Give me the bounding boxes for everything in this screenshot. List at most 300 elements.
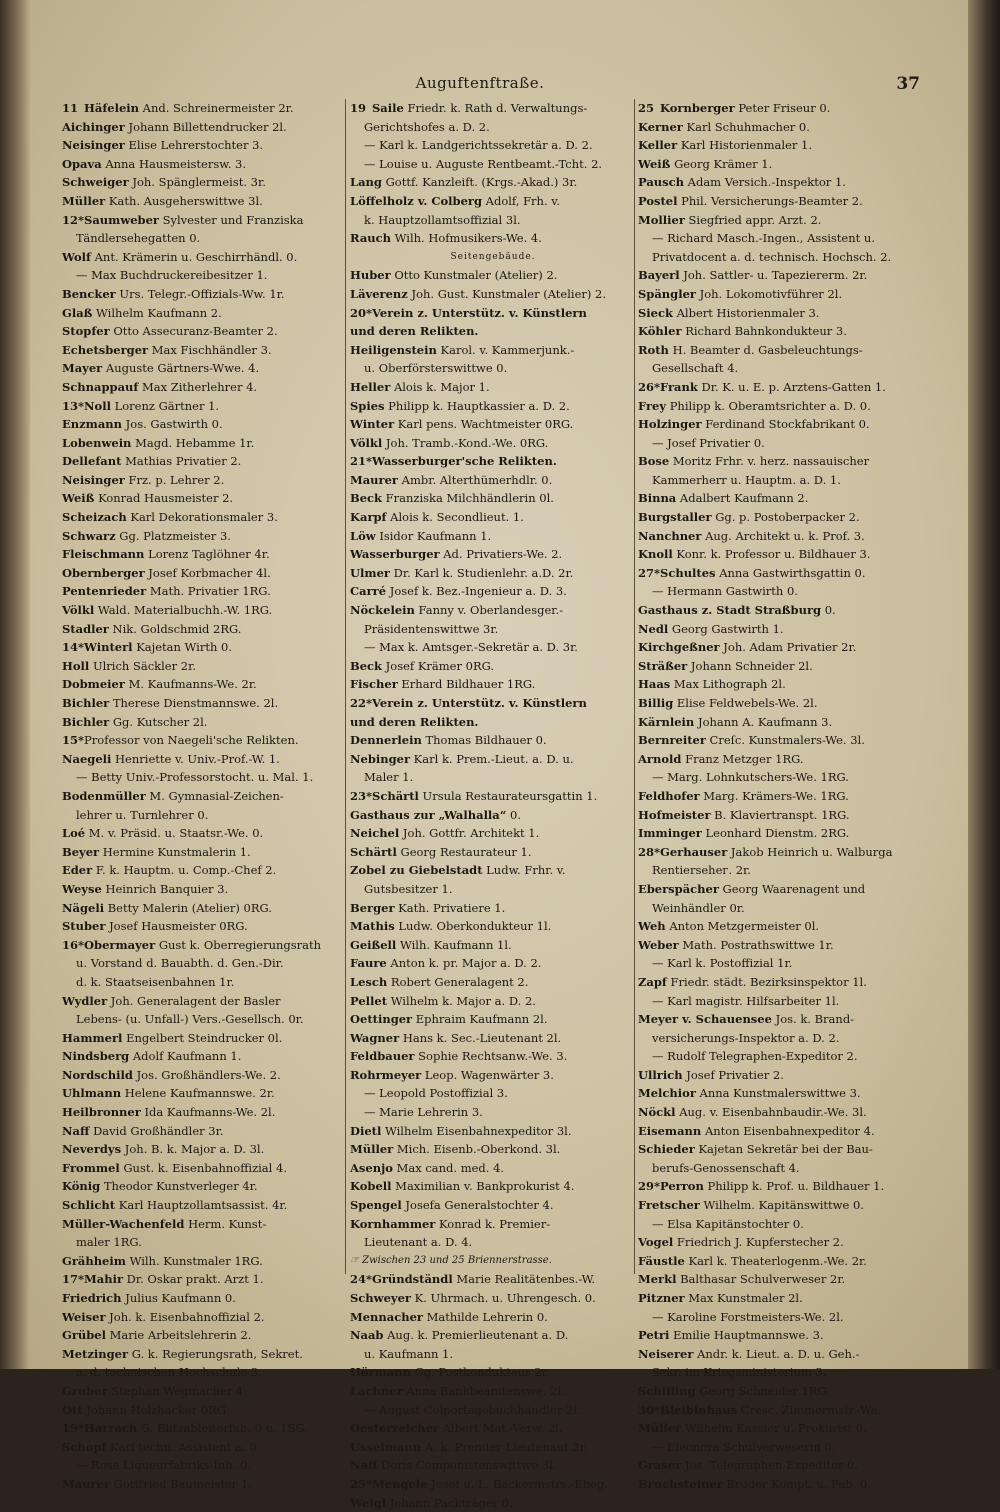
resident-details: 0. — [510, 807, 522, 822]
resident-details: Max cand. med. 4. — [396, 1160, 505, 1175]
directory-entry — [350, 136, 636, 155]
resident-name: Winter — [350, 417, 395, 432]
resident-name: Feldhofer — [638, 788, 700, 803]
resident-details: Alois k. Secondlieut. 1. — [390, 510, 524, 525]
resident-name: Weh — [638, 919, 666, 934]
directory-entry — [638, 1308, 922, 1327]
house-number: 20* — [350, 305, 373, 320]
directory-entry — [62, 1382, 354, 1401]
directory-entry — [350, 582, 636, 601]
resident-details: Albert Mat.-Verw. 2l. — [442, 1421, 563, 1436]
directory-entry — [350, 1270, 636, 1289]
resident-name: Pellet — [350, 993, 388, 1008]
directory-entry — [62, 322, 354, 341]
resident-details: Philipp k. Hauptkassier a. D. 2. — [388, 398, 570, 413]
directory-entry — [350, 1196, 636, 1215]
directory-entry — [62, 936, 354, 955]
resident-details: Theodor Kunstverleger 4r. — [103, 1179, 258, 1194]
resident-name: Wydler — [62, 993, 108, 1008]
resident-name: Dobmeier — [62, 677, 125, 692]
resident-details: Mathias Privatier 2. — [125, 454, 242, 469]
directory-entry — [350, 508, 636, 527]
resident-name: Spängler — [638, 286, 696, 301]
directory-entry — [638, 824, 922, 843]
resident-details: Josef Hausmeister 0RG. — [109, 919, 248, 934]
directory-entry — [350, 1382, 636, 1401]
resident-details: Max Fischhändler 3. — [151, 342, 272, 357]
resident-details: 0. — [824, 603, 836, 618]
resident-details: Erhard Bildhauer 1RG. — [401, 677, 536, 692]
directory-entry — [62, 1177, 354, 1196]
directory-entry — [350, 601, 636, 620]
directory-entry — [350, 1233, 636, 1252]
resident-details: Josef Krämer 0RG. — [385, 658, 495, 673]
directory-entry — [638, 1438, 922, 1457]
resident-name: Neisinger — [62, 138, 125, 153]
resident-details: Aug. Architekt u. k. Prof. 3. — [705, 528, 865, 543]
directory-entry — [638, 1103, 922, 1122]
resident-details: Lieutenant a. D. 4. — [364, 1235, 473, 1250]
house-number: 25* — [350, 1476, 373, 1491]
resident-details: Joh. Lokomotivführer 2l. — [699, 286, 843, 301]
resident-name: Beck — [350, 491, 383, 506]
directory-entry — [62, 211, 354, 230]
resident-details: Lorenz Taglöhner 4r. — [148, 547, 270, 562]
directory-entry — [62, 1233, 354, 1252]
directory-entry — [638, 1066, 922, 1085]
directory-entry — [350, 1140, 636, 1159]
resident-name: Bichler — [62, 714, 110, 729]
resident-details: — Max k. Amtsger.-Sekretär a. D. 3r. — [364, 640, 578, 655]
directory-entry — [350, 1103, 636, 1122]
directory-entry — [638, 861, 922, 880]
resident-details: Ambr. Alterthümerhdlr. 0. — [401, 472, 553, 487]
resident-details: lehrer u. Turnlehrer 0. — [76, 807, 209, 822]
resident-name: Nanchner — [638, 528, 702, 543]
resident-name: Opava — [62, 156, 102, 171]
resident-name: Wasserburger — [350, 547, 440, 562]
directory-entry — [62, 564, 354, 583]
resident-details: Dr. Karl k. Studienlehr. a.D. 2r. — [393, 565, 574, 580]
resident-details: d. k. Staatseisenbahnen 1r. — [76, 974, 235, 989]
resident-details: A. k. Premier-Lieutenant 3r. — [424, 1439, 588, 1454]
resident-name: Holl — [62, 658, 90, 673]
directory-entry — [62, 861, 354, 880]
resident-details: Josefa Generalstochter 4. — [405, 1198, 554, 1213]
directory-entry — [638, 917, 922, 936]
resident-name: Völkl — [350, 435, 383, 450]
resident-details: Konrad Hausmeister 2. — [98, 491, 234, 506]
resident-details: Wald. Materialbuchh.-W. 1RG. — [97, 603, 273, 618]
resident-details: Joh. Adam Privatier 2r. — [723, 640, 857, 655]
resident-details: F. k. Hauptm. u. Comp.-Chef 2. — [95, 863, 277, 878]
resident-details: Frz. p. Lehrer 2. — [128, 472, 225, 487]
directory-entry — [62, 713, 354, 732]
resident-name: Dennerlein — [350, 733, 422, 748]
resident-name: Melchior — [638, 1086, 696, 1101]
resident-details: — Hermann Gastwirth 0. — [652, 584, 798, 599]
resident-details: Herm. Kunst- — [188, 1216, 267, 1231]
directory-entry — [638, 1084, 922, 1103]
resident-name: Oesterreicher — [350, 1421, 439, 1436]
directory-entry — [350, 378, 636, 397]
resident-details: Jos. Großhändlers-We. 2. — [136, 1067, 281, 1082]
house-number: 13* — [62, 398, 85, 413]
directory-entry — [638, 638, 922, 657]
directory-entry — [350, 545, 636, 564]
directory-entry — [638, 1010, 922, 1029]
directory-entry — [62, 824, 354, 843]
resident-details: Sophie Rechtsanw.-We. 3. — [418, 1049, 568, 1064]
directory-entry — [638, 527, 922, 546]
resident-details: Wilhelm k. Major a. D. 2. — [390, 993, 536, 1008]
house-number: 28* — [638, 844, 661, 859]
directory-entry — [350, 1456, 636, 1475]
resident-details: Math. Postrathswittwe 1r. — [682, 937, 834, 952]
resident-details: Joh. Gottfr. Architekt 1. — [402, 826, 540, 841]
resident-name: Obermayer — [84, 937, 156, 952]
resident-name: Weiß — [638, 156, 671, 171]
directory-entry — [638, 1382, 922, 1401]
resident-details: Rentiersehег. 2r. — [652, 863, 751, 878]
resident-details: Johann Billettendrucker 2l. — [128, 119, 287, 134]
resident-name: Kerner — [638, 119, 683, 134]
resident-details: Cresc. Zimmermstr.-We. — [740, 1402, 882, 1417]
directory-entry — [350, 1419, 636, 1438]
directory-entry — [350, 99, 636, 118]
directory-entry — [638, 471, 922, 490]
resident-details: Creſc. Kunstmalers-We. 3l. — [709, 733, 865, 748]
resident-name: Roth — [638, 342, 669, 357]
directory-entry — [350, 211, 636, 230]
resident-name: Lobenwein — [62, 435, 132, 450]
resident-details: Adolf Kaufmann 1. — [132, 1049, 242, 1064]
resident-details: Johann Holzhacker 0RG. — [86, 1402, 230, 1417]
resident-name: Läverenz — [350, 286, 408, 301]
resident-details: Sekr. im Kriegsministerium 3. — [652, 1365, 827, 1380]
resident-name: Huber — [350, 268, 391, 283]
resident-details: Dr. K. u. E. p. Arztens-Gatten 1. — [701, 379, 886, 394]
resident-name: Löw — [350, 528, 376, 543]
resident-name: Ott — [62, 1402, 83, 1417]
resident-details: Philipp k. Oberamtsrichter a. D. 0. — [669, 398, 871, 413]
resident-details: David Großhändler 3r. — [93, 1123, 224, 1138]
directory-entry — [350, 192, 636, 211]
directory-entry — [638, 973, 922, 992]
directory-entry — [638, 452, 922, 471]
directory-entry — [62, 285, 354, 304]
directory-entry — [62, 806, 354, 825]
directory-entry — [350, 843, 636, 862]
directory-entry — [62, 1159, 354, 1178]
directory-entry — [62, 1029, 354, 1048]
resident-details: — Marie Lehrerin 3. — [364, 1105, 483, 1120]
resident-details: Fanny v. Oberlandesger.- — [418, 603, 564, 618]
resident-name: Nägeli — [62, 900, 105, 915]
directory-entry — [62, 1308, 354, 1327]
resident-details: Georg Krämer 1. — [674, 156, 773, 171]
resident-details: — Leopold Postoffizial 3. — [364, 1086, 508, 1101]
resident-name: Kobell — [350, 1179, 392, 1194]
resident-details: Leop. Wagenwärter 3. — [424, 1067, 554, 1082]
resident-details: Franz Metzger 1RG. — [685, 751, 804, 766]
directory-entry — [638, 582, 922, 601]
resident-details: Ferdinand Stockfabrikant 0. — [705, 417, 870, 432]
resident-details: u. Vorstand d. Bauabth. d. Gen.-Dir. — [76, 956, 284, 971]
resident-name: Lang — [350, 175, 382, 190]
resident-name: Schärtl — [372, 788, 419, 803]
directory-entry — [62, 1140, 354, 1159]
directory-entry — [62, 1047, 354, 1066]
resident-name: Wasserburger'sche Relikten. — [372, 454, 557, 469]
directory-entry — [62, 1066, 354, 1085]
directory-entry — [62, 1475, 354, 1494]
directory-entry — [62, 341, 354, 360]
resident-name: Hörmann — [350, 1365, 411, 1380]
resident-name: Schnappauf — [62, 379, 139, 394]
directory-entry — [638, 1122, 922, 1141]
resident-details: Karl k. Theaterlogenm.-We. 2r. — [688, 1253, 867, 1268]
resident-name: Pausch — [638, 175, 684, 190]
resident-name: Scheizach — [62, 510, 127, 525]
directory-entry — [62, 545, 354, 564]
directory-entry — [62, 434, 354, 453]
resident-details: Gg. Platzmeister 3. — [119, 528, 231, 543]
resident-name: Mayer — [62, 361, 103, 376]
page-number: 37 — [896, 74, 920, 94]
resident-name: Naff — [62, 1123, 90, 1138]
resident-details: Heinrich Banquier 3. — [105, 881, 229, 896]
section-heading: Seitengebäude. — [450, 251, 536, 262]
resident-details: Auguste Gärtners-Wwe. 4. — [105, 361, 260, 376]
directory-entry — [62, 397, 354, 416]
resident-name: Carré — [350, 584, 387, 599]
directory-entry — [62, 899, 354, 918]
resident-name: Nordschild — [62, 1067, 133, 1082]
house-number: 29* — [638, 1179, 661, 1194]
directory-column-1 — [62, 99, 354, 1494]
resident-details: Jos. k. Brand- — [775, 1012, 855, 1027]
resident-details: Aug. v. Eisenbahnbaudir.-We. 3l. — [679, 1105, 867, 1120]
directory-entry — [638, 192, 922, 211]
directory-entry — [62, 1215, 354, 1234]
resident-name: Schärtl — [350, 844, 397, 859]
resident-name: Neverdys — [62, 1142, 122, 1157]
resident-details: Elise Lehrerstochter 3. — [128, 138, 264, 153]
directory-entry — [638, 229, 922, 248]
resident-name: Verein z. Unterstütz. v. Künstlern — [372, 305, 587, 320]
directory-entry — [638, 211, 922, 230]
resident-details: Lebens- (u. Unfall-) Vers.-Gesellsch. 0r. — [76, 1012, 304, 1027]
resident-name: Schwarz — [62, 528, 116, 543]
directory-entry — [638, 1345, 922, 1364]
resident-name: Rauch — [350, 231, 391, 246]
resident-details: Marie Realitätenbes.-W. — [456, 1272, 596, 1287]
resident-details: Brüder Kompt. u. Fab. 0. — [726, 1476, 871, 1491]
directory-entry — [638, 1401, 922, 1420]
resident-name: Obernberger — [62, 565, 145, 580]
directory-entry — [638, 1047, 922, 1066]
resident-name: Spengel — [350, 1198, 402, 1213]
resident-details: G. Blitzableiterfab. 0 u. 1SG. — [140, 1421, 308, 1436]
resident-details: Joh. Sattler- u. Tapeziererm. 2r. — [683, 268, 868, 283]
directory-entry — [62, 118, 354, 137]
directory-entry — [62, 601, 354, 620]
resident-name: Gruber — [62, 1383, 108, 1398]
resident-details: Maximilian v. Bankprokurist 4. — [395, 1179, 575, 1194]
directory-entry — [638, 1456, 922, 1475]
resident-details: Gesellschaft 4. — [652, 361, 739, 376]
directory-entry — [62, 620, 354, 639]
resident-details: — Rosa Liqueurfabriks-Inh. 0. — [76, 1458, 251, 1473]
resident-name: Neisinger — [62, 472, 125, 487]
resident-name: Haas — [638, 677, 671, 692]
resident-details: Otto Assecuranz-Beamter 2. — [113, 324, 278, 339]
directory-entry — [638, 936, 922, 955]
directory-entry — [62, 768, 354, 787]
resident-details: Johann A. Kaufmann 3. — [697, 714, 833, 729]
directory-entry — [62, 192, 354, 211]
resident-details: Ursula Restaurateursgattin 1. — [422, 788, 598, 803]
resident-details: Anton Eisenbahnexpeditor 4. — [704, 1123, 875, 1138]
resident-details: Georg Gastwirth 1. — [671, 621, 784, 636]
directory-entry — [638, 1196, 922, 1215]
resident-name: Karpf — [350, 510, 387, 525]
directory-entry — [350, 397, 636, 416]
resident-details: Johann Schneider 2l. — [690, 658, 813, 673]
resident-details: Julius Kaufmann 0. — [125, 1291, 236, 1305]
resident-name: Imminger — [638, 826, 702, 841]
resident-details: Weinhändler 0r. — [652, 900, 745, 915]
resident-details: Adolf, Frh. v. — [485, 193, 561, 208]
resident-details: Professor von Naegeli'sche Relikten. — [84, 733, 299, 748]
resident-details: Thomas Bildhauer 0. — [425, 733, 547, 748]
resident-name: Weiser — [62, 1309, 106, 1324]
resident-details: Sylvester und Franziska — [162, 212, 304, 227]
resident-name: Faure — [350, 956, 387, 971]
resident-details: Andr. k. Lieut. a. D. u. Geh.- — [697, 1346, 860, 1361]
resident-name: Nedl — [638, 621, 669, 636]
resident-name: Sieck — [638, 305, 673, 320]
directory-entry — [62, 1289, 354, 1308]
directory-entry — [62, 787, 354, 806]
resident-details: Gust. k. Eisenbahnoffizial 4. — [123, 1160, 287, 1175]
resident-name: Usselmann — [350, 1439, 422, 1454]
resident-name: Meyer v. Schauensee — [638, 1012, 772, 1027]
directory-entry — [62, 136, 354, 155]
resident-details: Joh. Tramb.-Kond.-We. 0RG. — [385, 435, 549, 450]
resident-name: Lachner — [350, 1383, 403, 1398]
resident-name: Mengele — [372, 1476, 428, 1491]
resident-details: Gottfried Baumeister 1. — [113, 1476, 252, 1491]
resident-name: Ullrich — [638, 1067, 683, 1082]
directory-entry — [350, 936, 636, 955]
resident-details: Max Kunstmaler 2l. — [688, 1291, 803, 1305]
resident-name: Petri — [638, 1328, 670, 1343]
directory-entry — [350, 322, 636, 341]
resident-name: Rohrmeyer — [350, 1067, 422, 1082]
house-number: 19* — [62, 1421, 85, 1436]
directory-entry — [350, 118, 636, 137]
resident-name: Bleibinhaus — [660, 1402, 738, 1417]
resident-name: Bichler — [62, 696, 110, 710]
directory-entry — [350, 1326, 636, 1345]
directory-entry — [638, 1233, 922, 1252]
resident-name: Köhler — [638, 324, 682, 339]
resident-name: Mahir — [84, 1272, 124, 1287]
directory-entry — [350, 1363, 636, 1382]
directory-entry — [350, 285, 636, 304]
resident-name: Bayerl — [638, 268, 680, 283]
resident-details: Doris Componistenswittwe 3l. — [381, 1458, 557, 1473]
resident-details: Kath. Privatiere 1. — [398, 900, 506, 915]
page-header — [0, 74, 1000, 96]
resident-details: Phil. Versicherungs-Beamter 2. — [681, 193, 863, 208]
directory-entry — [350, 229, 636, 248]
directory-entry — [62, 248, 354, 267]
resident-name: Gründständl — [372, 1272, 453, 1287]
resident-name: Burgstaller — [638, 510, 712, 525]
resident-details: Wilh. Kaufmann 1l. — [399, 937, 512, 952]
resident-details: Kammerherr u. Hauptm. a. D. 1. — [652, 472, 841, 487]
directory-entry — [638, 397, 922, 416]
resident-name: Weigl — [350, 1495, 387, 1510]
resident-name: Gerhauser — [660, 844, 728, 859]
resident-name: Postel — [638, 193, 678, 208]
resident-details: — Richard Masch.-Ingen., Assistent u. — [652, 231, 875, 246]
resident-name: Neiserer — [638, 1346, 694, 1361]
resident-name: Oettinger — [350, 1012, 413, 1027]
directory-entry — [638, 173, 922, 192]
resident-details: Nik. Goldschmid 2RG. — [112, 621, 242, 636]
directory-entry — [638, 620, 922, 639]
directory-entry — [350, 415, 636, 434]
directory-entry — [62, 992, 354, 1011]
street-title: Auguftenftraße. — [415, 74, 545, 92]
resident-name: Beyer — [62, 844, 100, 859]
resident-details: Therese Dienstmannswe. 2l. — [112, 696, 279, 710]
resident-details: Josef u. L. Bäckermstrs.-Eheg. — [431, 1476, 608, 1491]
resident-details: Karl techn. Assistent a. 0. — [109, 1439, 261, 1454]
resident-name: Völkl — [62, 603, 95, 618]
directory-entry — [638, 694, 922, 713]
resident-details: Karl Historienmaler 1. — [680, 138, 813, 153]
resident-name: Hammerl — [62, 1030, 123, 1045]
directory-entry — [638, 359, 922, 378]
directory-entry — [62, 954, 354, 973]
resident-details: Johann Packträger 0. — [389, 1495, 513, 1510]
resident-details: Wilhelm. Kapitänswittwe 0. — [703, 1198, 864, 1213]
resident-details: Kajetan Wirth 0. — [136, 640, 232, 655]
resident-details: Emilie Hauptmannswe. 3. — [673, 1328, 824, 1343]
resident-name: Schlicht — [62, 1198, 116, 1213]
resident-details: u. Oberförsterswittwe 0. — [364, 361, 508, 376]
resident-name: Häfelein — [84, 101, 139, 115]
directory-entry — [62, 471, 354, 490]
resident-name: Weiß — [62, 491, 95, 506]
house-number: 27* — [638, 565, 661, 580]
directory-entry — [638, 1159, 922, 1178]
resident-details: a. d. technischen Hochschule 3. — [76, 1365, 262, 1380]
resident-name: Friedrich — [62, 1291, 122, 1305]
resident-name: Heller — [350, 379, 391, 394]
directory-entry — [350, 1308, 636, 1327]
resident-details: Engelbert Steindrucker 0l. — [126, 1030, 283, 1045]
resident-name: Weber — [638, 937, 679, 952]
resident-name: und deren Relikten. — [350, 714, 479, 729]
resident-details: And. Schreinermeister 2r. — [142, 101, 294, 115]
directory-entry — [638, 266, 922, 285]
